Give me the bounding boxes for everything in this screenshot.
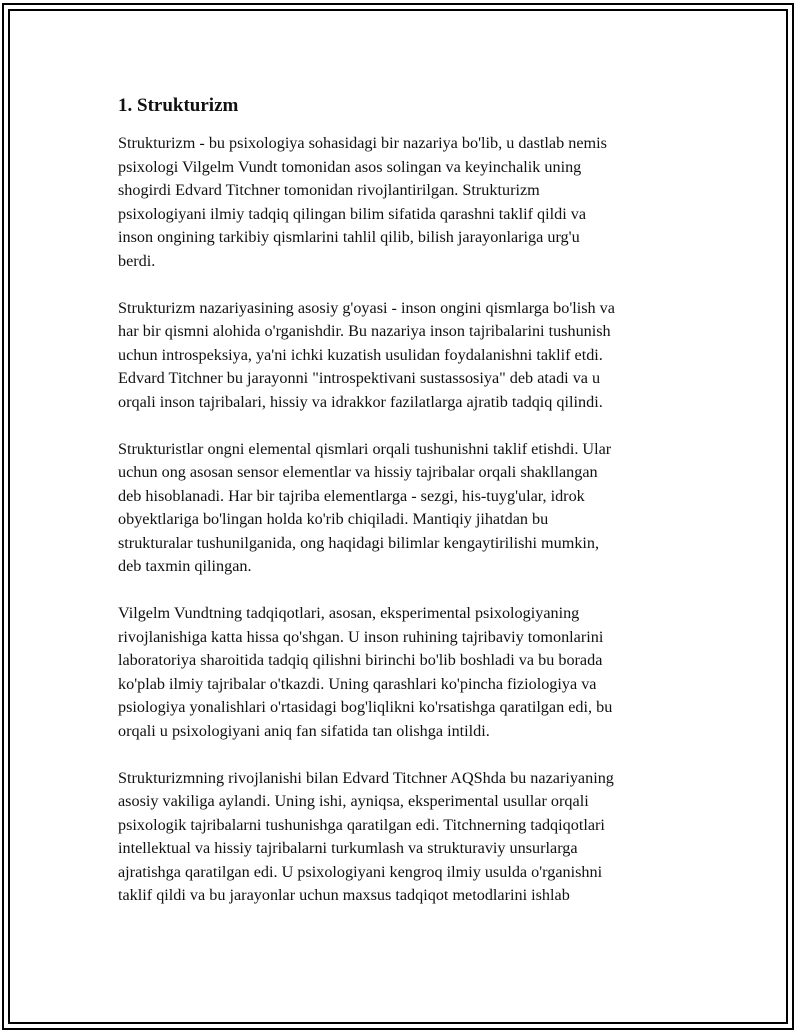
- paragraph-line: Strukturizm nazariyasining asosiy g'oyasi - inson ongini qismlarga bo'lish va: [118, 298, 615, 317]
- paragraph-line: har bir qismni alohida o'rganishdir. Bu nazariya inson tajribalarini tushunish: [118, 322, 611, 340]
- paragraph-2: [118, 297, 698, 415]
- paragraph-5: [118, 767, 698, 908]
- paragraph-line: berdi.: [118, 251, 156, 270]
- paragraph-line: deb taxmin qilingan.: [118, 557, 252, 575]
- paragraph-line: shogirdi Edvard Titchner tomonidan rivojlantirilgan. Strukturizm: [118, 181, 540, 199]
- paragraph-4: [118, 602, 698, 743]
- paragraph-1: [118, 132, 698, 273]
- paragraph-line: laboratoriya sharoitida tadqiq qilishni birinchi bo'lib boshladi va bu borada: [118, 651, 603, 669]
- document-body: [118, 92, 698, 931]
- paragraph-line: ajratishga qaratilgan edi. U psixologiyani kengroq ilmiy usulda o'rganishni: [118, 862, 603, 881]
- paragraph-line: psixologiyani ilmiy tadqiq qilingan bilim sifatida qarashni taklif qildi va: [118, 204, 587, 223]
- paragraph-line: intellektual va hissiy tajribalarni turkumlash va strukturaviy unsurlarga: [118, 839, 578, 857]
- paragraph-line: Strukturizm - bu psixologiya sohasidagi bir nazariya bo'lib, u dastlab nemis: [118, 134, 607, 152]
- paragraph-line: orqali inson tajribalari, hissiy va idrakkor fazilatlarga ajratib tadqiq qilindi.: [118, 392, 603, 411]
- paragraph-line: orqali u psixologiyani aniq fan sifatida tan olishga intildi.: [118, 721, 490, 740]
- section-heading: 1. Strukturizm: [118, 95, 239, 116]
- paragraph-line: obyektlariga bo'lingan holda ko'rib chiqiladi. Mantiqiy jihatdan bu: [118, 510, 549, 528]
- paragraph-3: [118, 438, 698, 579]
- paragraph-line: psiologiya yonalishlari o'rtasidagi bog'liqlikni ko'rsatishga qaratilgan edi, bu: [118, 698, 613, 716]
- paragraph-line: asosiy vakiliga aylandi. Uning ishi, ayniqsa, eksperimental usullar orqali: [118, 792, 589, 810]
- paragraph-line: inson ongining tarkibiy qismlarini tahlil qilib, bilish jarayonlariga urg'u: [118, 228, 580, 246]
- paragraph-line: psixologik tajribalarni tushunishga qaratilgan edi. Titchnerning tadqiqotlari: [118, 815, 605, 834]
- paragraph-line: Edvard Titchner bu jarayonni "introspektivani sustassosiya" deb atadi va u: [118, 369, 601, 387]
- paragraph-line: rivojlanishiga katta hissa qo'shgan. U inson ruhining tajribaviy tomonlarini: [118, 627, 604, 646]
- paragraph-line: uchun introspeksiya, ya'ni ichki kuzatish usulidan foydalanishni taklif etdi.: [118, 345, 603, 364]
- paragraph-line: taklif qildi va bu jarayonlar uchun maxsus tadqiqot metodlarini ishlab: [118, 886, 570, 904]
- paragraph-line: ko'plab ilmiy tajribalar o'tkazdi. Uning qarashlari ko'pincha fiziologiya va: [118, 674, 597, 693]
- paragraph-line: Strukturizmning rivojlanishi bilan Edvard Titchner AQShda bu nazariyaning: [118, 768, 614, 787]
- paragraph-line: psixologi Vilgelm Vundt tomonidan asos solingan va keyinchalik uning: [118, 157, 582, 176]
- paragraph-line: Strukturistlar ongni elemental qismlari orqali tushunishni taklif etishdi. Ular: [118, 439, 612, 458]
- paragraph-line: uchun ong asosan sensor elementlar va hissiy tajribalar orqali shakllangan: [118, 463, 598, 481]
- paragraph-line: deb hisoblanadi. Har bir tajriba elementlarga - sezgi, his-tuyg'ular, idrok: [118, 486, 585, 505]
- paragraph-line: Vilgelm Vundtning tadqiqotlari, asosan, eksperimental psixologiyaning: [118, 604, 580, 622]
- paragraph-line: strukturalar tushunilganida, ong haqidagi bilimlar kengaytirilishi mumkin,: [118, 533, 600, 552]
